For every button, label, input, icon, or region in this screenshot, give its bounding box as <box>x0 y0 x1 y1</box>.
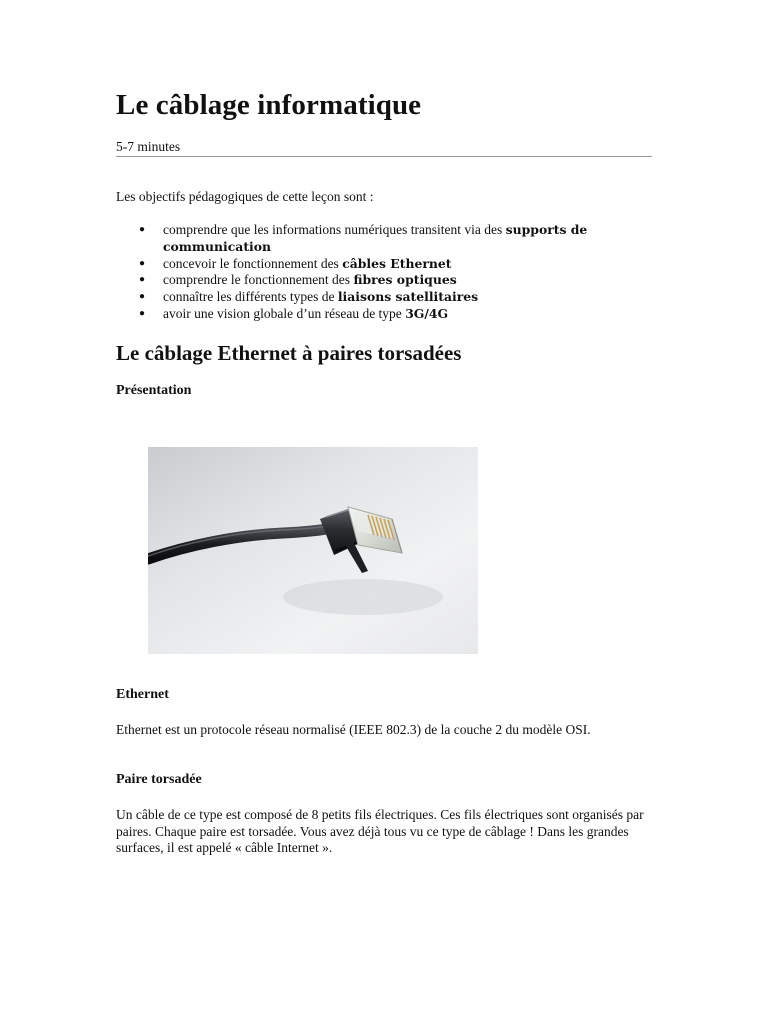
objective-keyword: câbles Ethernet <box>342 255 452 271</box>
list-item <box>136 272 636 289</box>
objective-keyword: liaisons satellitaires <box>337 289 479 305</box>
twisted-pair-heading: Paire torsadée <box>116 772 202 787</box>
objective-text: comprendre le fonctionnement des <box>163 272 354 288</box>
bullet-icon: ● <box>139 224 146 235</box>
bullet-icon: ● <box>139 274 146 286</box>
page-title: Le câblage informatique <box>116 89 422 121</box>
bullet-icon: ● <box>139 257 146 269</box>
objective-text: comprendre que les informations numériques transitent via des <box>163 222 506 237</box>
list-item <box>136 289 636 306</box>
objective-text: connaître les différents types de <box>163 289 338 305</box>
ethernet-cable-rj45-icon <box>148 447 478 654</box>
intro-text: Les objectifs pédagogiques de cette leçon sont : <box>116 189 374 204</box>
objective-keyword: 3G/4G <box>405 305 449 321</box>
list-item <box>136 256 636 273</box>
ethernet-cable-image <box>148 447 478 654</box>
objectives-list <box>136 222 636 323</box>
objective-keyword: supports de communication <box>163 222 588 254</box>
ethernet-paragraph: Ethernet est un protocole réseau normalisé (IEEE 802.3) de la couche 2 du modèle OSI. <box>116 722 591 737</box>
bullet-icon: ● <box>139 307 146 319</box>
reading-time: 5-7 minutes <box>116 139 652 157</box>
presentation-heading: Présentation <box>116 383 192 398</box>
ethernet-heading: Ethernet <box>116 687 169 702</box>
objective-text: avoir une vision globale d’un réseau de type <box>163 305 406 321</box>
objective-text: concevoir le fonctionnement des <box>163 255 343 271</box>
list-item <box>136 306 636 323</box>
bullet-icon: ● <box>139 291 146 303</box>
objective-keyword: fibres optiques <box>353 272 457 288</box>
section-title: Le câblage Ethernet à paires torsadées <box>116 341 462 365</box>
twisted-pair-paragraph: Un câble de ce type est composé de 8 petits fils électriques. Ces fils électriques sont organisés par paires. Chaque paire est torsadée. Vous avez déjà tous vu ce type de câblage ! Dans les grandes surfaces, il est appelé « câble Internet ». <box>116 807 644 855</box>
list-item <box>136 222 636 256</box>
